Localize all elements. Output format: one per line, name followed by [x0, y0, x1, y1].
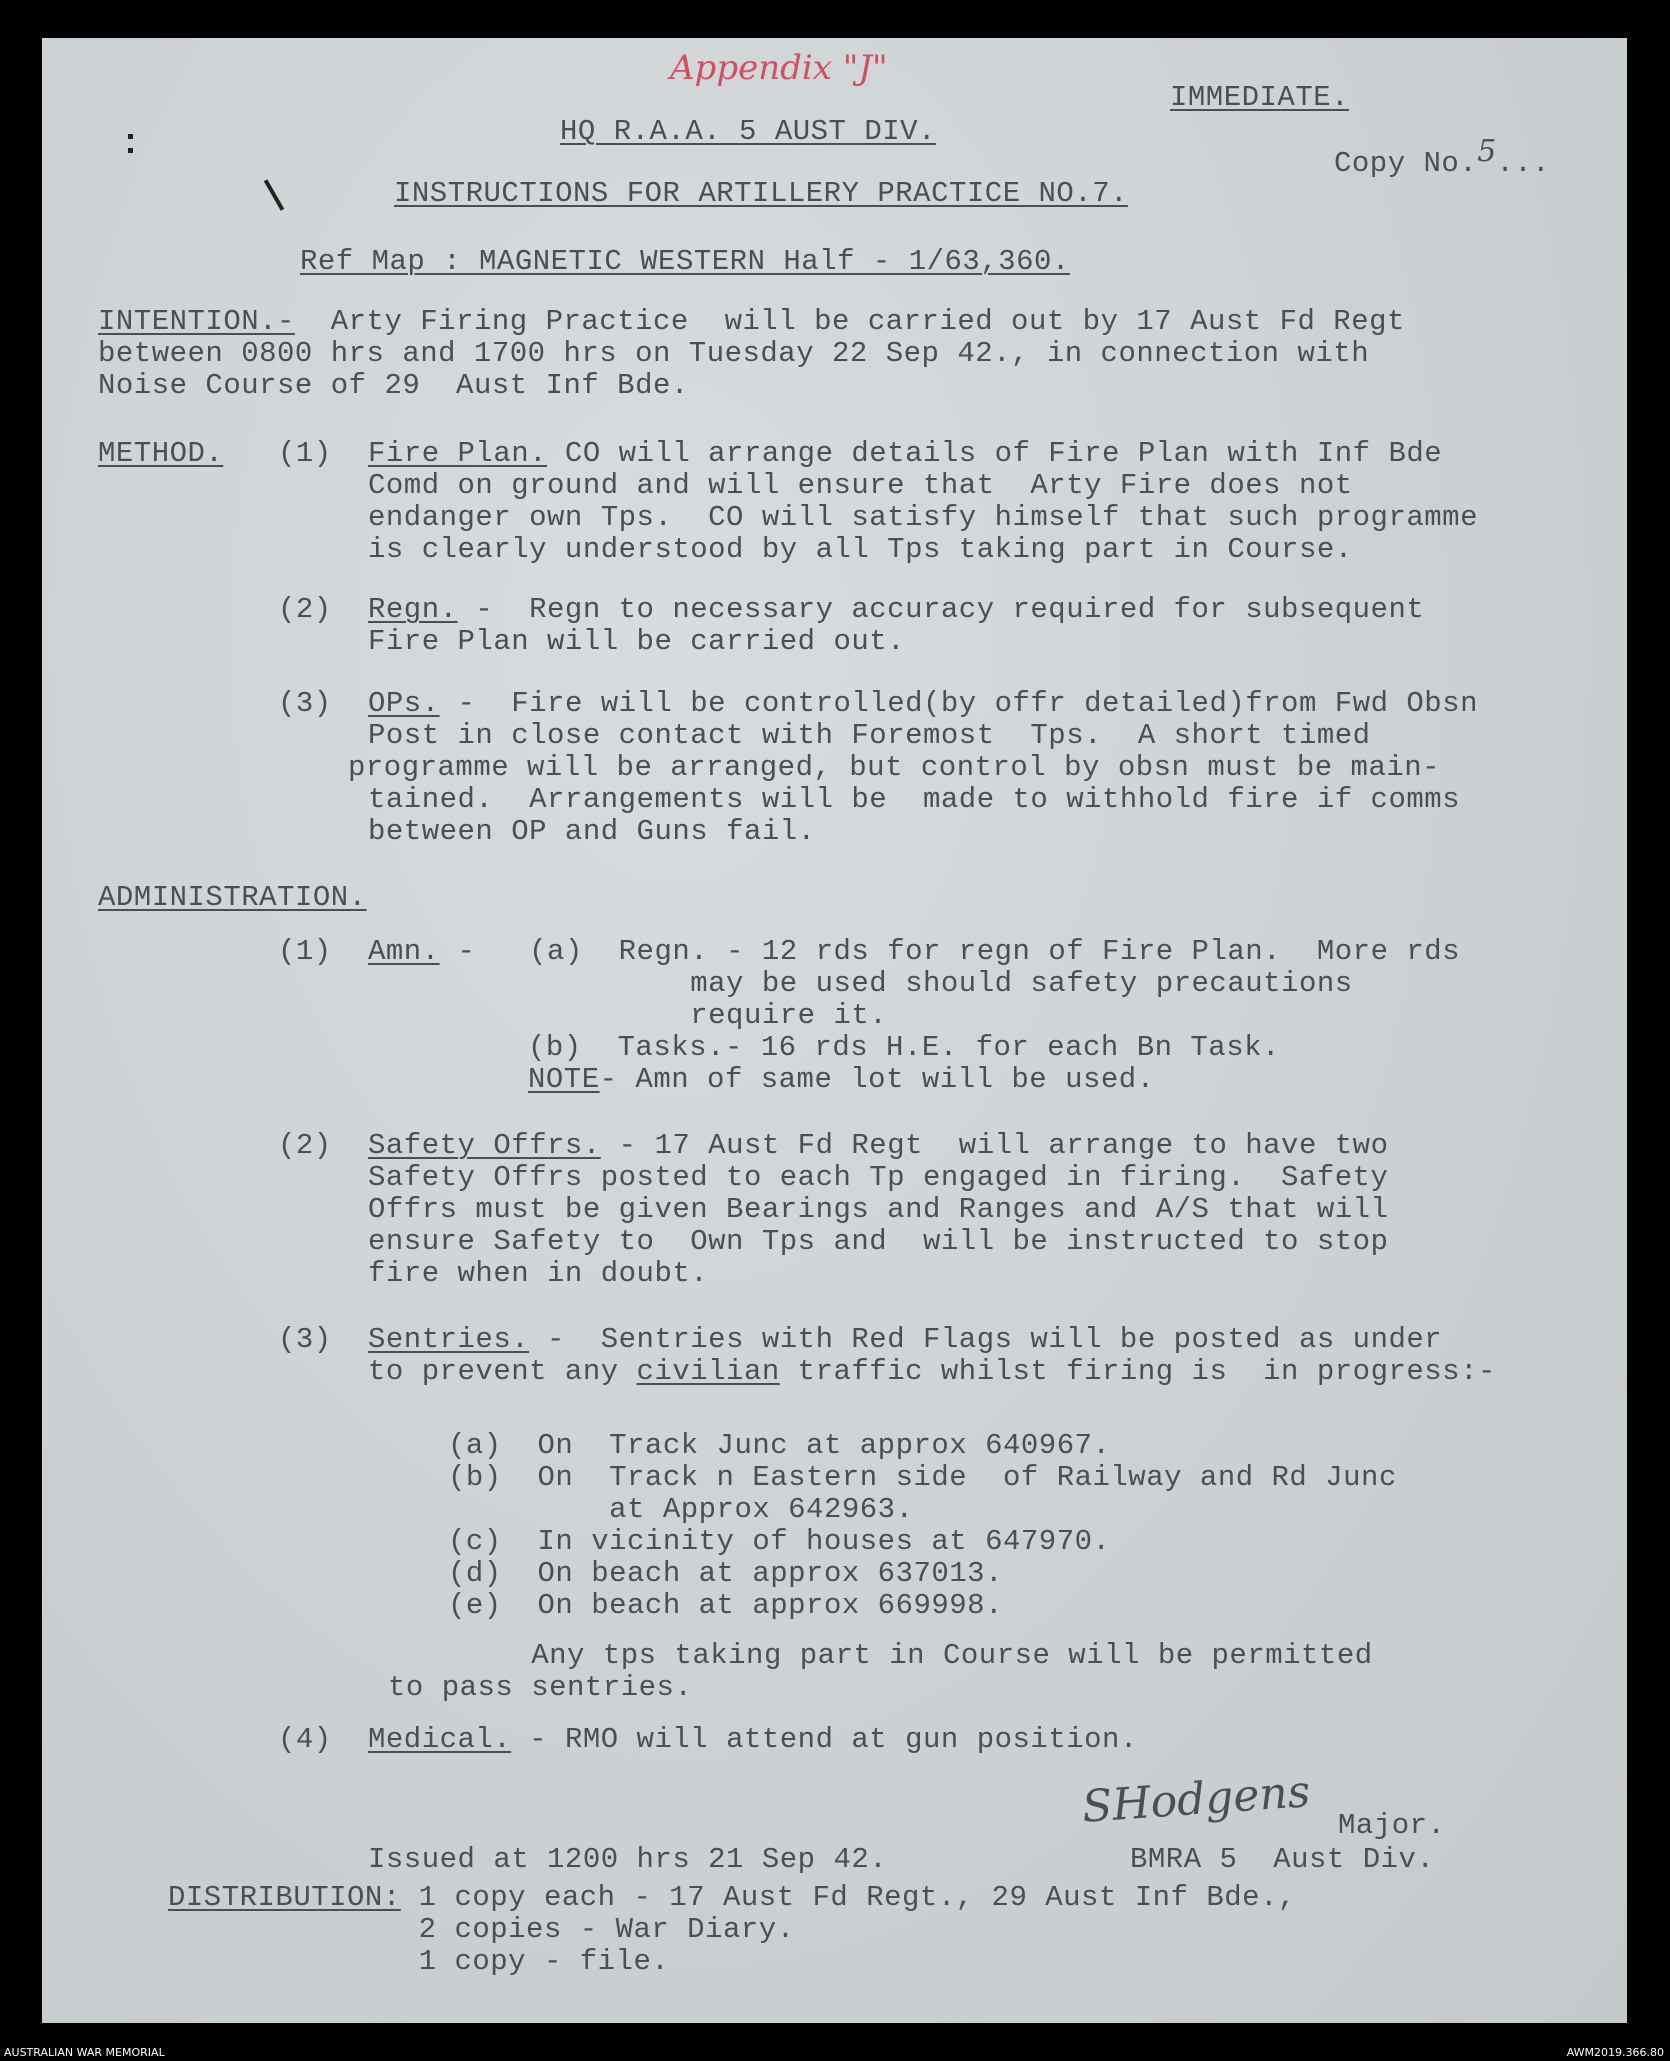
- punch-mark: [128, 148, 133, 153]
- amn-item: Amn. - (a) Regn. - 12 rds for regn of Fire Plan. More rds: [368, 935, 1461, 968]
- distribution-line: 1 copy - file.: [168, 1945, 670, 1978]
- method-item-3-line: Post in close contact with Foremost Tps. A short timed: [368, 719, 1371, 752]
- sentries-closing: to pass sentries.: [388, 1671, 693, 1704]
- ops-heading: OPs.: [368, 687, 440, 720]
- method-item-2: Regn. - Regn to necessary accuracy required for subsequent: [368, 593, 1425, 626]
- note-label: NOTE: [528, 1063, 600, 1096]
- method-item-1-line: Comd on ground and will ensure that Arty Fire does not: [368, 469, 1353, 502]
- sentry-post: (a) On Track Junc at approx 640967.: [448, 1429, 1111, 1462]
- sentries-item: Sentries. - Sentries with Red Flags will be posted as under: [368, 1323, 1443, 1356]
- signature-appointment: BMRA 5 Aust Div.: [1130, 1843, 1435, 1876]
- regn-heading: Regn.: [368, 593, 458, 626]
- method-item-3-line: tained. Arrangements will be made to withhold fire if comms: [368, 783, 1461, 816]
- safety-line: Safety Offrs posted to each Tp engaged in firing. Safety: [368, 1161, 1389, 1194]
- amn-heading: Amn.: [368, 935, 440, 968]
- signature-rank: Major.: [1338, 1809, 1446, 1842]
- sentry-post: (b) On Track n Eastern side of Railway and Rd Junc: [448, 1461, 1397, 1494]
- hq-heading: HQ R.A.A. 5 AUST DIV.: [560, 115, 936, 148]
- civilian-word: civilian: [636, 1355, 780, 1388]
- method-item-2-num: (2): [278, 593, 332, 626]
- intention-line-3: Noise Course of 29 Aust Inf Bde.: [98, 369, 689, 402]
- sentry-post: (c) In vicinity of houses at 647970.: [448, 1525, 1111, 1558]
- amn-note: NOTE- Amn of same lot will be used.: [528, 1063, 1155, 1096]
- medical-item: Medical. - RMO will attend at gun position.: [368, 1723, 1138, 1756]
- document-title: INSTRUCTIONS FOR ARTILLERY PRACTICE NO.7.: [394, 177, 1129, 210]
- archive-credit: AUSTRALIAN WAR MEMORIAL: [4, 2046, 165, 2059]
- copy-number-line: Copy No.5...: [1334, 134, 1551, 180]
- sentry-post: at Approx 642963.: [448, 1493, 914, 1526]
- method-item-2-line: Fire Plan will be carried out.: [368, 625, 906, 658]
- administration-label: ADMINISTRATION.: [98, 881, 367, 914]
- handwritten-signature: SHodgens: [1080, 1766, 1312, 1833]
- distribution-label: DISTRIBUTION:: [168, 1881, 401, 1914]
- method-item-1-line: endanger own Tps. CO will satisfy himself that such programme: [368, 501, 1478, 534]
- method-item-1: Fire Plan. CO will arrange details of Fire Plan with Inf Bde: [368, 437, 1443, 470]
- amn-line: require it.: [368, 999, 888, 1032]
- sentries-heading: Sentries.: [368, 1323, 530, 1356]
- intention-para: INTENTION.- Arty Firing Practice will be carried out by 17 Aust Fd Regt: [98, 305, 1405, 338]
- method-label: METHOD.: [98, 437, 224, 470]
- method-item-3: OPs. - Fire will be controlled(by offr detailed)from Fwd Obsn: [368, 687, 1478, 720]
- safety-item: Safety Offrs. - 17 Aust Fd Regt will arrange to have two: [368, 1129, 1389, 1162]
- distribution-line: 2 copies - War Diary.: [168, 1913, 795, 1946]
- copy-label: Copy No.: [1334, 147, 1478, 180]
- amn-line: may be used should safety precautions: [368, 967, 1353, 1000]
- intention-label: INTENTION.-: [98, 305, 295, 338]
- pen-stroke-mark: [264, 179, 284, 210]
- copy-number: 5: [1477, 134, 1497, 169]
- method-item-1-line: is clearly understood by all Tps taking part in Course.: [368, 533, 1353, 566]
- document-page: [42, 38, 1627, 2023]
- amn-num: (1): [278, 935, 332, 968]
- immediate-stamp: IMMEDIATE.: [1170, 81, 1350, 114]
- medical-heading: Medical.: [368, 1723, 512, 1756]
- method-item-3-num: (3): [278, 687, 332, 720]
- medical-num: (4): [278, 1723, 332, 1756]
- intention-line-2: between 0800 hrs and 1700 hrs on Tuesday 22 Sep 42., in connection with: [98, 337, 1370, 370]
- sentries-num: (3): [278, 1323, 332, 1356]
- distribution-line-1: DISTRIBUTION: 1 copy each - 17 Aust Fd Regt., 29 Aust Inf Bde.,: [168, 1881, 1296, 1914]
- method-item-3-line: programme will be arranged, but control by obsn must be main-: [348, 751, 1441, 784]
- issued-line: Issued at 1200 hrs 21 Sep 42.: [368, 1843, 888, 1876]
- method-item-3-line: between OP and Guns fail.: [368, 815, 816, 848]
- appendix-handwritten-note: Appendix "J": [670, 48, 888, 88]
- punch-mark: [128, 134, 133, 139]
- fire-plan-heading: Fire Plan.: [368, 437, 548, 470]
- safety-num: (2): [278, 1129, 332, 1162]
- safety-line: fire when in doubt.: [368, 1257, 709, 1290]
- archive-reference: AWM2019.366.80: [1566, 2046, 1664, 2059]
- amn-tasks-line: (b) Tasks.- 16 rds H.E. for each Bn Task.: [528, 1031, 1280, 1064]
- safety-line: Offrs must be given Bearings and Ranges and A/S that will: [368, 1193, 1389, 1226]
- ref-map: Ref Map : MAGNETIC WESTERN Half - 1/63,360.: [300, 245, 1070, 278]
- method-item-1-num: (1): [278, 437, 332, 470]
- sentries-line-2: to prevent any civilian traffic whilst firing is in progress:-: [368, 1355, 1496, 1388]
- safety-line: ensure Safety to Own Tps and will be instructed to stop: [368, 1225, 1389, 1258]
- safety-offrs-heading: Safety Offrs.: [368, 1129, 601, 1162]
- sentries-closing: Any tps taking part in Course will be permitted: [388, 1639, 1373, 1672]
- sentry-post: (d) On beach at approx 637013.: [448, 1557, 1003, 1590]
- sentry-post: (e) On beach at approx 669998.: [448, 1589, 1003, 1622]
